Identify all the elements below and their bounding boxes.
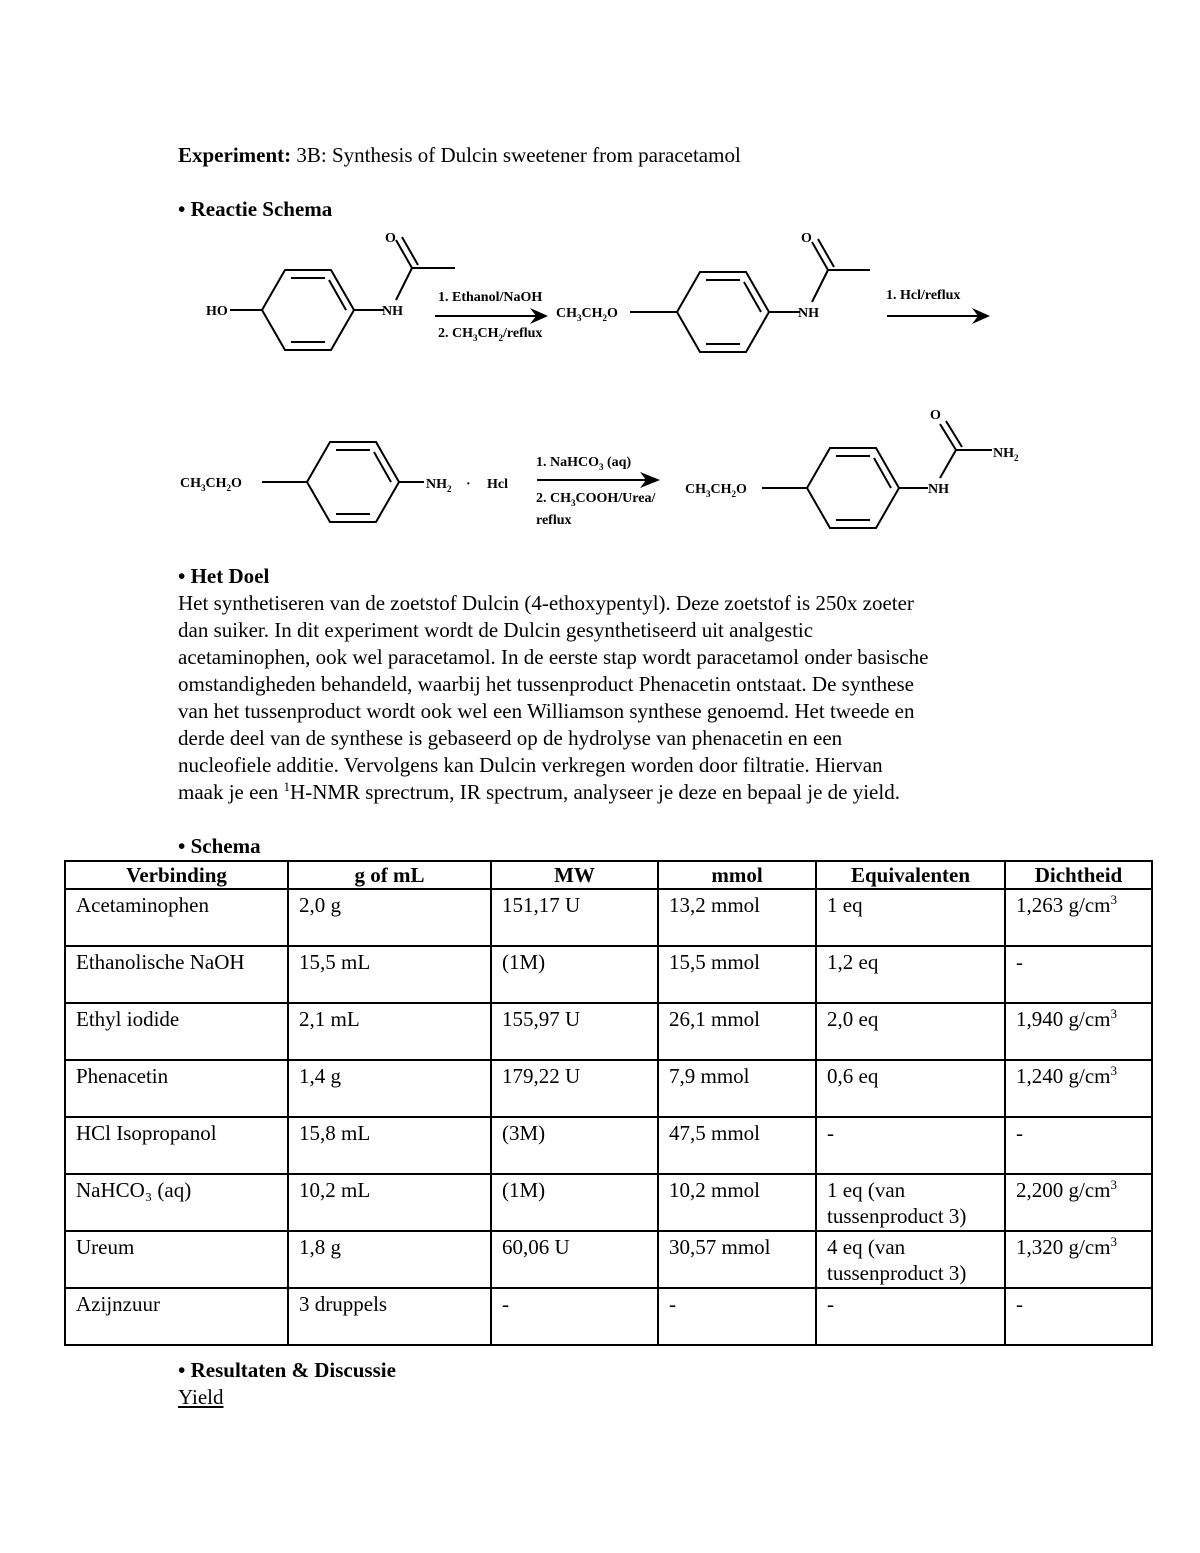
doel-line: van het tussenproduct wordt ook wel een Williamson synthese genoemd. Het tweede en <box>178 699 915 723</box>
table-row <box>65 1174 1152 1231</box>
cell-mw: 179,22 U <box>491 1060 658 1117</box>
urea-nh-label: NH <box>928 482 949 497</box>
table-row <box>65 1117 1152 1174</box>
cell-density: 1,320 $g/cm^3$ <box>1005 1231 1152 1288</box>
carbonyl-o-label: O <box>385 231 396 246</box>
cell-equivalents: 0,6 eq <box>816 1060 1005 1117</box>
cell-mmol: 30,57 mmol <box>658 1231 816 1288</box>
table-row <box>65 946 1152 1003</box>
cell-verbinding: NaHCO₃ (aq) <box>65 1174 288 1231</box>
cell-mw: (1M) <box>491 946 658 1003</box>
cell-mw: - <box>491 1288 658 1345</box>
cell-amount: 2,0 g <box>288 889 491 946</box>
cell-mw: 151,17 U <box>491 889 658 946</box>
cell-equivalents: 4 eq (van tussenproduct 3) <box>816 1231 1005 1288</box>
cell-density: - <box>1005 1117 1152 1174</box>
header-equivalenten: Equivalenten <box>816 861 1005 889</box>
cell-verbinding: Ethanolische NaOH <box>65 946 288 1003</box>
doel-line-last: maak je een $^1$H-NMR sprectrum, IR spectrum, analyseer je deze en bepaal je de yield. <box>178 779 900 804</box>
cell-mmol: 7,9 mmol <box>658 1060 816 1117</box>
step3-reagent-b: 2. $CH_3COOH/Urea/$ <box>536 491 656 508</box>
cell-mw: (3M) <box>491 1117 658 1174</box>
cell-amount: 15,5 mL <box>288 946 491 1003</box>
carbonyl-o-label-2: O <box>801 231 812 246</box>
cell-equivalents: - <box>816 1288 1005 1345</box>
cell-mw: 155,97 U <box>491 1003 658 1060</box>
experiment-label: Experiment: <box>178 143 292 167</box>
table-row <box>65 1231 1152 1288</box>
cell-equivalents: - <box>816 1117 1005 1174</box>
cell-verbinding: Ethyl iodide <box>65 1003 288 1060</box>
schema-heading: • Schema <box>178 834 261 858</box>
table-row <box>65 1288 1152 1345</box>
cell-amount: 10,2 mL <box>288 1174 491 1231</box>
step3-reagent-a: 1. NaHCO$_3$ (aq) <box>536 455 632 472</box>
cell-density: 1,263 $g/cm^3$ <box>1005 889 1152 946</box>
cell-mmol: 13,2 mmol <box>658 889 816 946</box>
amine-nh2-label: $NH_2$ <box>426 477 452 494</box>
doel-heading: • Het Doel <box>178 564 270 588</box>
cell-density: - <box>1005 1288 1152 1345</box>
hydroxy-label: HO <box>206 304 228 319</box>
urea-nh2-label: $NH_2$ <box>993 446 1019 463</box>
reaction-scheme <box>170 222 1050 542</box>
cell-verbinding: Phenacetin <box>65 1060 288 1117</box>
table-row <box>65 889 1152 946</box>
cell-mw: (1M) <box>491 1174 658 1231</box>
step2-reagent: 1. Hcl/reflux <box>886 288 961 303</box>
table-row <box>65 1060 1152 1117</box>
doel-line: acetaminophen, ook wel paracetamol. In de eerste stap wordt paracetamol onder basische <box>178 645 929 669</box>
cell-mmol: 15,5 mmol <box>658 946 816 1003</box>
cell-mmol: 10,2 mmol <box>658 1174 816 1231</box>
cell-mmol: 26,1 mmol <box>658 1003 816 1060</box>
doel-line: dan suiker. In dit experiment wordt de Dulcin gesynthetiseerd uit analgestic <box>178 618 814 642</box>
doel-line: omstandigheden behandeld, waarbij het tussenproduct Phenacetin ontstaat. De synthese <box>178 672 914 696</box>
cell-equivalents: 1 eq <box>816 889 1005 946</box>
doel-line: derde deel van de synthese is gebaseerd op de hydrolyse van phenacetin en een <box>178 726 843 750</box>
cell-amount: 1,8 g <box>288 1231 491 1288</box>
header-verbinding: Verbinding <box>65 861 288 889</box>
cell-verbinding: Ureum <box>65 1231 288 1288</box>
cell-amount: 15,8 mL <box>288 1117 491 1174</box>
table-header-row <box>65 861 1152 889</box>
carbonyl-o-label-3: O <box>930 408 941 423</box>
cell-mmol: - <box>658 1288 816 1345</box>
ethoxy-label-2: $CH_3CH_2O$ <box>180 476 242 493</box>
doel-paragraph <box>178 590 1058 806</box>
step1-reagent-b: 2. $CH_3CH_2$/reflux <box>438 326 543 343</box>
cell-verbinding: Azijnzuur <box>65 1288 288 1345</box>
cell-amount: 2,1 mL <box>288 1003 491 1060</box>
step1-reagent-a: 1. Ethanol/NaOH <box>438 290 543 305</box>
ethoxy-label-1: $CH_3CH_2O$ <box>556 306 618 323</box>
hcl-salt-label: Hcl <box>487 477 508 492</box>
cell-amount: 3 druppels <box>288 1288 491 1345</box>
table-row <box>65 1003 1152 1060</box>
header-dichtheid: Dichtheid <box>1005 861 1152 889</box>
cell-equivalents: 1 eq (van tussenproduct 3) <box>816 1174 1005 1231</box>
amide-nh-label-2: NH <box>798 306 819 321</box>
cell-equivalents: 1,2 eq <box>816 946 1005 1003</box>
cell-mmol: 47,5 mmol <box>658 1117 816 1174</box>
cell-equivalents: 2,0 eq <box>816 1003 1005 1060</box>
cell-density: - <box>1005 946 1152 1003</box>
cell-verbinding: Acetaminophen <box>65 889 288 946</box>
cell-density: 2,200 $g/cm^3$ <box>1005 1174 1152 1231</box>
reagents-table <box>64 860 1153 1346</box>
header-mw: MW <box>491 861 658 889</box>
salt-dot: · <box>466 477 471 492</box>
doel-line: Het synthetiseren van de zoetstof Dulcin (4-ethoxypentyl). Deze zoetstof is 250x zoeter <box>178 591 914 615</box>
cell-density: 1,940 $g/cm^3$ <box>1005 1003 1152 1060</box>
amide-nh-label: NH <box>382 304 403 319</box>
experiment-text: 3B: Synthesis of Dulcin sweetener from paracetamol <box>296 143 741 167</box>
header-mmol: mmol <box>658 861 816 889</box>
cell-mw: 60,06 U <box>491 1231 658 1288</box>
cell-density: 1,240 $g/cm^3$ <box>1005 1060 1152 1117</box>
resultaten-heading: • Resultaten & Discussie <box>178 1358 396 1382</box>
reactie-schema-heading: • Reactie Schema <box>178 197 333 221</box>
experiment-title <box>178 142 741 169</box>
doel-line: nucleofiele additie. Vervolgens kan Dulcin verkregen worden door filtratie. Hiervan <box>178 753 883 777</box>
step3-reagent-c: reflux <box>536 513 572 528</box>
yield-subheading: Yield <box>178 1385 224 1409</box>
header-g-of-ml: g of mL <box>288 861 491 889</box>
cell-amount: 1,4 g <box>288 1060 491 1117</box>
ethoxy-label-3: $CH_3CH_2O$ <box>685 482 747 499</box>
cell-verbinding: HCl Isopropanol <box>65 1117 288 1174</box>
